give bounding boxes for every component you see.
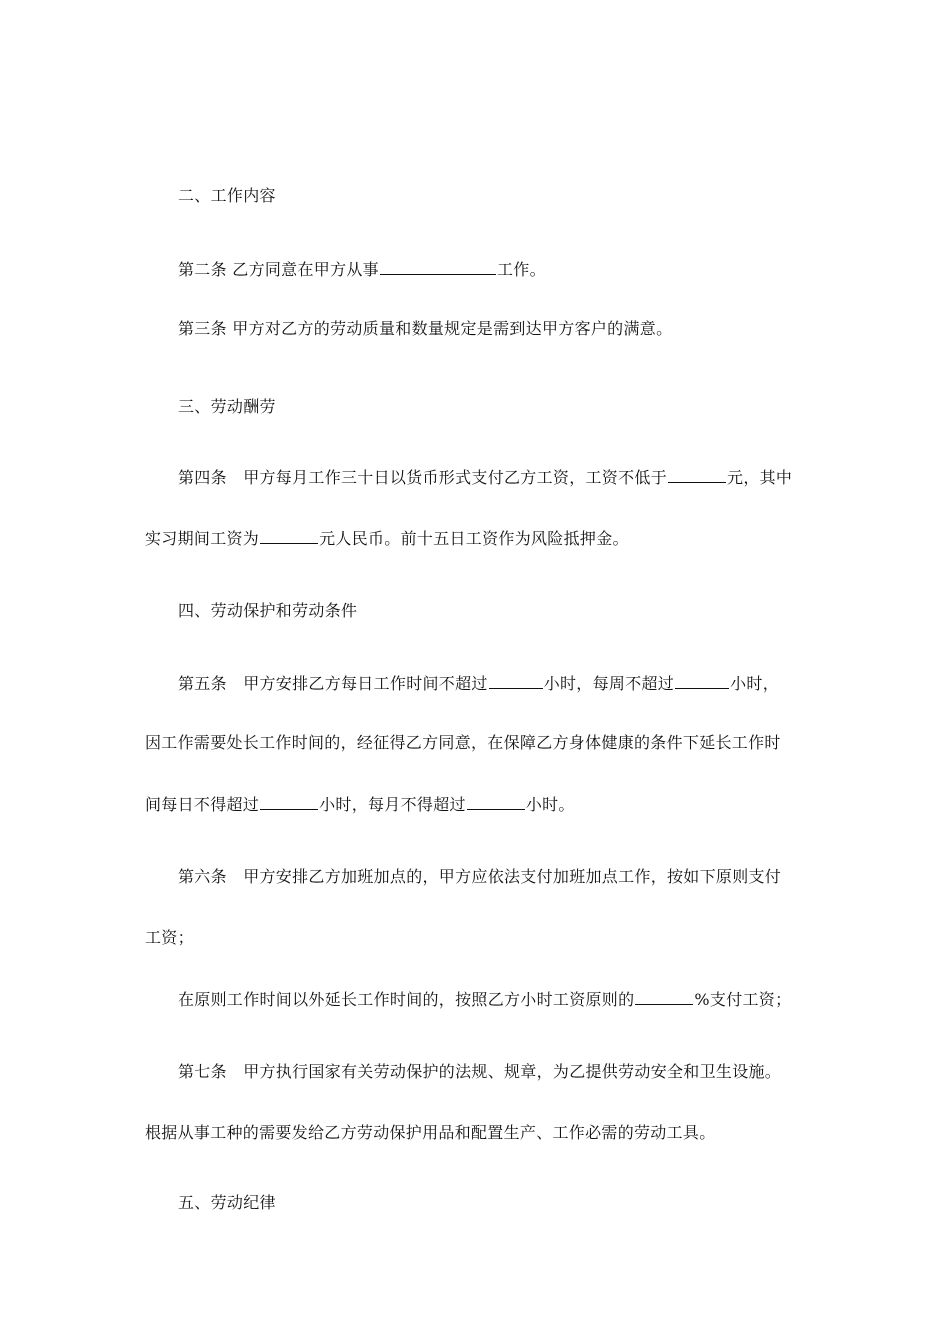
article-6-line-1: 第六条 甲方安排乙方加班加点的，甲方应依法支付加班加点工作，按如下原则支付: [178, 867, 782, 886]
blank-monthly-overtime[interactable]: [467, 793, 525, 810]
blank-daily-overtime[interactable]: [260, 793, 318, 810]
article-7-line-2: 根据从事工种的需要发给乙方劳动保护用品和配置生产、工作必需的劳动工具。: [145, 1123, 716, 1142]
blank-weekly-hours[interactable]: [675, 672, 729, 689]
blank-overtime-percent[interactable]: [635, 988, 693, 1005]
article-4-line-1: 第四条 甲方每月工作三十日以货币形式支付乙方工资，工资不低于 元，其中: [178, 468, 793, 487]
article-3: 第三条 甲方对乙方的劳动质量和数量规定是需到达甲方客户的满意。: [178, 319, 673, 338]
article-5-line-1: 第五条 甲方安排乙方每日工作时间不超过 小时，每周不超过 小时，: [178, 674, 780, 693]
section-heading-labor-protection: 四、劳动保护和劳动条件: [178, 601, 358, 620]
article-5-line-2: 因工作需要处长工作时间的，经征得乙方同意，在保障乙方身体健康的条件下延长工作时: [145, 733, 781, 752]
blank-job-field[interactable]: [380, 258, 496, 275]
blank-intern-wage[interactable]: [260, 527, 318, 544]
section-heading-discipline: 五、劳动纪律: [178, 1193, 276, 1212]
blank-daily-hours[interactable]: [489, 672, 543, 689]
article-6-line-2: 工资；: [145, 928, 194, 947]
section-heading-work-content: 二、工作内容: [178, 186, 276, 205]
blank-min-wage[interactable]: [668, 466, 726, 483]
article-2: 第二条 乙方同意在甲方从事 工作。: [178, 260, 546, 279]
article-7-line-1: 第七条 甲方执行国家有关劳动保护的法规、规章，为乙提供劳动安全和卫生设施。: [178, 1062, 782, 1081]
article-4-line-2: 实习期间工资为 元人民币。前十五日工资作为风险抵押金。: [145, 529, 629, 548]
article-5-line-3: 间每日不得超过 小时，每月不得超过 小时。: [145, 795, 575, 814]
article-6-line-3: 在原则工作时间以外延长工作时间的，按照乙方小时工资原则的 %支付工资；: [178, 990, 792, 1009]
section-heading-remuneration: 三、劳动酬劳: [178, 397, 276, 416]
